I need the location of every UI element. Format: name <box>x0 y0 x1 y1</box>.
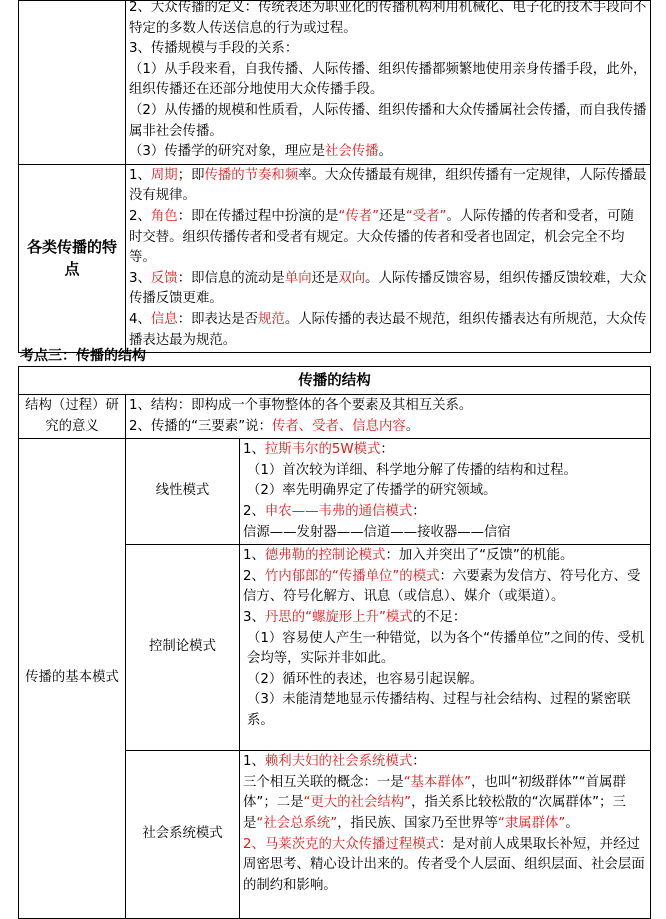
social-model-cell <box>240 751 651 919</box>
paragraph: 2、马莱茨克的大众传播过程模式：是对前人成果取长补短，并经过周密思考、精心设计出来的。传者受个人层面、组织层面、社会层面的制约和影响。 <box>243 836 645 893</box>
section-heading: 考点三：传播的结构 <box>20 348 146 364</box>
paragraph: 2、申农——韦弗的通信模式： <box>243 503 426 519</box>
paragraph: （1）容易使人产生一种错觉，以为各个“传播单位”之间的传、受机会均等，实际并非如此。 <box>247 630 645 667</box>
mass-communication-cell <box>126 1 651 165</box>
paragraph: 1、拉斯韦尔的5W模式： <box>243 442 394 458</box>
paragraph: （2）率先明确界定了传播学的研究领域。 <box>247 483 497 499</box>
paragraph: 2、大众传播的定义：传统表述为职业化的传播机构利用机械化、电子化的技术手段向不特定的多数人传送信息的行为或过程。 <box>129 0 647 36</box>
table-row <box>19 439 651 545</box>
paragraph: 3、传播规模与手段的关系： <box>129 41 299 57</box>
paragraph: （2）从传播的规模和性质看，人际传播、组织传播和大众传播属社会传播，而自我传播属非社会传播。 <box>129 102 647 139</box>
model-label-social: 社会系统模式 <box>126 751 240 919</box>
row-label: 各类传播的特点 <box>19 164 126 352</box>
paragraph: 1、结构：即构成一个事物整体的各个要素及其相互关系。 <box>129 398 473 413</box>
paragraph: 1、德弗勒的控制论模式：加入并突出了“反馈”的机能。 <box>243 548 574 564</box>
paragraph: （3）传播学的研究对象，理应是社会传播。 <box>129 144 392 160</box>
table-title: 传播的结构 <box>19 367 651 395</box>
table-row <box>19 1 651 165</box>
meaning-cell <box>126 395 651 439</box>
empty-label-cell <box>19 1 126 165</box>
paragraph: 2、竹内郁郎的“传播单位”的模式：六要素为发信方、符号化方、受信方、符号化解方、讯息（或信息）、媒介（或渠道）。 <box>243 568 641 605</box>
paragraph: 三个相互关联的概念：一是“基本群体”，也叫“初级群体”“首属群体”；二是“更大的社会结构”，指关系比较松散的“次属群体”；三是“社会总系统”，指民族、国家乃至世界等“隶属群体”。 <box>243 774 626 831</box>
paragraph: （1）首次较为详细、科学地分解了传播的结构和过程。 <box>247 462 577 478</box>
table-row <box>19 164 651 352</box>
model-label-control: 控制论模式 <box>126 545 240 751</box>
linear-model-cell <box>240 439 651 545</box>
paragraph: 1、赖利夫妇的社会系统模式： <box>243 754 426 770</box>
control-model-cell <box>240 545 651 751</box>
paragraph: 3、丹思的“螺旋形上升”模式的不足： <box>243 609 467 625</box>
paragraph: （3）未能清楚地显示传播结构、过程与社会结构、过程的紧密联系。 <box>247 692 631 728</box>
group-label: 传播的基本模式 <box>19 439 126 919</box>
row-label: 结构（过程）研究的意义 <box>19 395 126 439</box>
types-of-communication-table <box>18 0 651 353</box>
paragraph: （1）从手段来看，自我传播、人际传播、组织传播都频繁地使用亲身传播手段，此外，组织传播还在还部分地使用大众传播手段。 <box>129 61 647 98</box>
paragraph: 3、反馈：即信息的流动是单向还是双向。人际传播反馈容易，组织传播反馈较难，大众传播反馈更难。 <box>129 270 647 307</box>
paragraph: （2）循环性的表述，也容易引起误解。 <box>247 671 484 687</box>
paragraph: 2、角色：即在传播过程中扮演的是“传者”还是“受者”。人际传播的传者和受者，可随时交替。组织传播传者和受者有规定。大众传播的传者和受者也固定，机会完全不均等。 <box>129 208 634 266</box>
features-cell <box>126 164 651 352</box>
paragraph: 信源——发射器——信道——接收器——信宿 <box>243 524 511 540</box>
table-title-row <box>19 367 651 395</box>
model-label-linear: 线性模式 <box>126 439 240 545</box>
table-row <box>19 395 651 439</box>
paragraph: 4、信息：即表达是否规范。人际传播的表达最不规范，组织传播表达有所规范，大众传播表达最为规范。 <box>129 311 647 348</box>
paragraph: 2、传播的“三要素”说：传者、受者、信息内容。 <box>129 418 420 434</box>
paragraph: 1、周期；即传播的节奏和频率。大众传播最有规律，组织传播有一定规律，人际传播最没有规律。 <box>129 167 647 204</box>
communication-structure-table <box>18 366 651 919</box>
